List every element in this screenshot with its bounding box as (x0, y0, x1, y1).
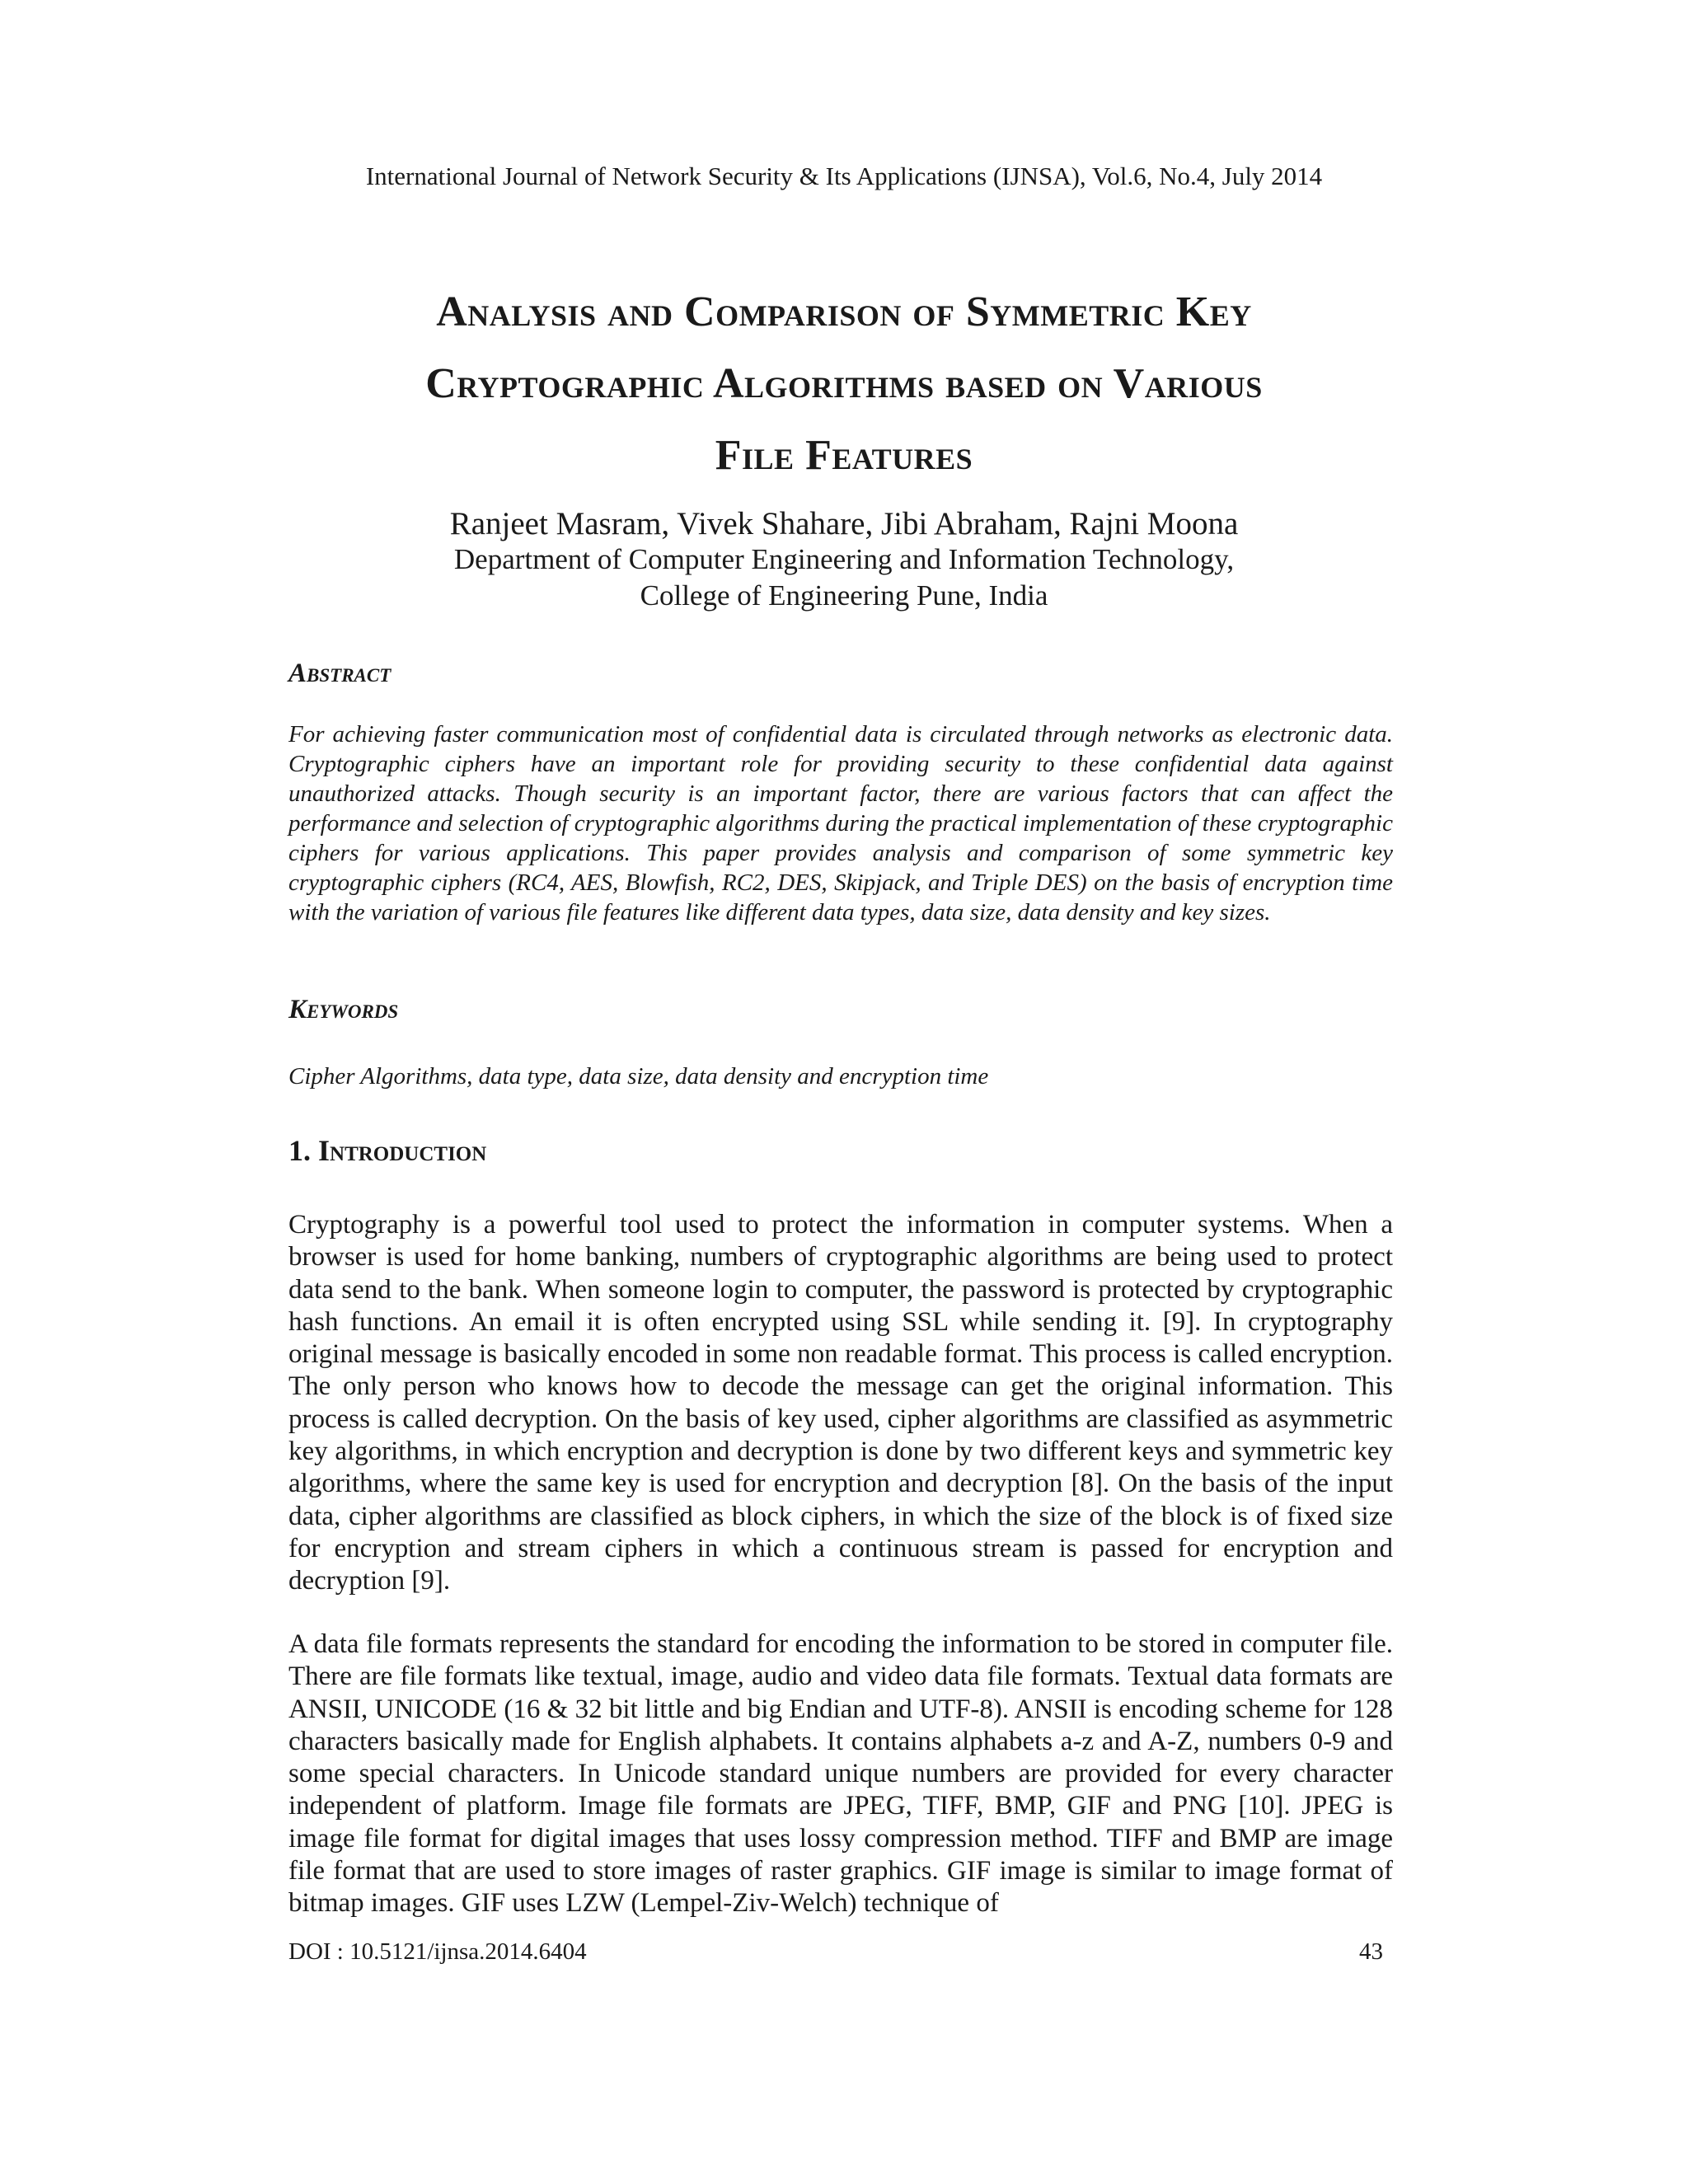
author-list: Ranjeet Masram, Vivek Shahare, Jibi Abraham, Rajni Moona (449, 506, 1239, 541)
doi-link[interactable]: DOI : 10.5121/ijnsa.2014.6404 (288, 1938, 587, 1965)
running-header: International Journal of Network Security & Its Applications (IJNSA), Vol.6, No.4, July 2014 (365, 162, 1323, 190)
title-line: Analysis and Comparison of Symmetric Key (436, 288, 1252, 335)
section-heading-introduction: 1. Introduction (288, 1134, 487, 1167)
title-line: File Features (715, 432, 973, 479)
keywords-heading: Keywords (288, 995, 399, 1024)
body-paragraph: A data file formats represents the standard for encoding the information to be stored in computer file. There are file formats like textual, image, audio and video data file formats. Textual data formats are ANSII, UNICODE (16 & 32 bit little and big Endian and UTF-8). ANSII is encoding scheme for 128 characters basically made for English alphabets. It contains alphabets a-z and A-Z, numbers 0-9 and some special characters. In Unicode standard unique numbers are provided for every character independent of platform. Image file formats are JPEG, TIFF, BMP, GIF and PNG [10]. JPEG is image file format for digital images that uses lossy compression method. TIFF and BMP are image file format that are used to store images of raster graphics. GIF image is similar to image format of bitmap images. GIF uses LZW (Lempel-Ziv-Welch) technique of (288, 1629, 1393, 1919)
keywords-text: Cipher Algorithms, data type, data size, data density and encryption time (288, 1063, 989, 1090)
affiliation-line: College of Engineering Pune, India (640, 579, 1048, 612)
abstract-heading: Abstract (288, 658, 392, 688)
page-number: 43 (1359, 1938, 1383, 1965)
abstract-text: For achieving faster communication most of confidential data is circulated through networks as electronic data. Cryptographic ciphers have an important role for providing security to these confidential data against unauthorized attacks. Though security is an important factor, there are various factors that can affect the performance and selection of cryptographic algorithms during the practical implementation of these cryptographic ciphers for various applications. This paper provides analysis and comparison of some symmetric key cryptographic ciphers (RC4, AES, Blowfish, RC2, DES, Skipjack, and Triple DES) on the basis of encryption time with the variation of various file features like different data types, data size, data density and key sizes. (288, 721, 1393, 926)
title-line: Cryptographic Algorithms based on Various (425, 360, 1263, 407)
body-paragraph: Cryptography is a powerful tool used to protect the information in computer systems. When a browser is used for home banking, numbers of cryptographic algorithms are being used to protect data send to the bank. When someone login to computer, the password is protected by cryptographic hash functions. An email it is often encrypted using SSL while sending it. [9]. In cryptography original message is basically encoded in some non readable format. This process is called encryption. The only person who knows how to decode the message can get the original information. This process is called decryption. On the basis of key used, cipher algorithms are classified as asymmetric key algorithms, in which encryption and decryption is done by two different keys and symmetric key algorithms, where the same key is used for encryption and decryption [8]. On the basis of the input data, cipher algorithms are classified as block ciphers, in which the size of the block is of fixed size for encryption and stream ciphers in which a continuous stream is passed for encryption and decryption [9]. (288, 1210, 1393, 1596)
affiliation-line: Department of Computer Engineering and Information Technology, (453, 543, 1235, 575)
affiliation (0, 541, 1688, 614)
paper-title (247, 276, 1441, 491)
